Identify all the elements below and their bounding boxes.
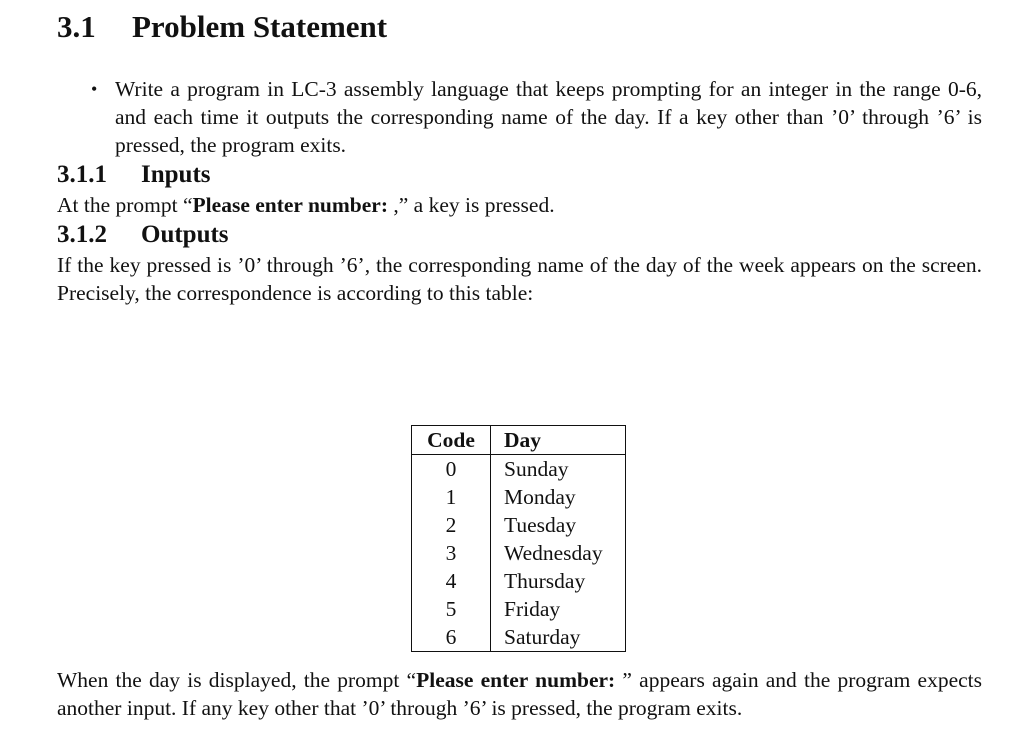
table-row bbox=[412, 483, 626, 511]
outputs-title: Outputs bbox=[141, 221, 229, 248]
table-row bbox=[412, 511, 626, 539]
code-cell: 0 bbox=[412, 455, 491, 484]
bullet-text: Write a program in LC-3 assembly language that keeps prompting for an integer in the range 0-6, and each time it outputs the corresponding name of the day. If a key other than ’0’ through ’6’ is pressed, the program exits. bbox=[115, 77, 982, 157]
table-row bbox=[412, 455, 626, 484]
inputs-text-before: At the prompt “ bbox=[57, 193, 193, 217]
outputs-heading bbox=[57, 219, 982, 251]
closing-paragraph bbox=[57, 666, 982, 722]
code-cell: 6 bbox=[412, 623, 491, 652]
table-header-row bbox=[412, 426, 626, 455]
day-table-wrapper bbox=[411, 425, 626, 652]
code-cell: 5 bbox=[412, 595, 491, 623]
section-heading bbox=[57, 8, 982, 46]
section-number: 3.1 bbox=[57, 9, 96, 44]
inputs-number: 3.1.1 bbox=[57, 161, 107, 188]
inputs-prompt: Please enter number: bbox=[192, 193, 394, 217]
code-cell: 2 bbox=[412, 511, 491, 539]
day-cell: Saturday bbox=[504, 625, 581, 649]
day-cell: Friday bbox=[504, 597, 561, 621]
header-code: Code bbox=[412, 426, 491, 455]
code-cell: 1 bbox=[412, 483, 491, 511]
outputs-paragraph: If the key pressed is ’0’ through ’6’, the corresponding name of the day of the week appears on the screen. Precisely, the correspondence is according to this table: bbox=[57, 253, 982, 305]
inputs-title: Inputs bbox=[141, 161, 211, 188]
day-table bbox=[411, 425, 626, 652]
day-cell: Sunday bbox=[504, 457, 569, 481]
section-title: Problem Statement bbox=[132, 9, 388, 44]
table-row bbox=[412, 539, 626, 567]
table-row bbox=[412, 595, 626, 623]
bullet-list bbox=[57, 75, 982, 159]
day-cell: Wednesday bbox=[504, 541, 603, 565]
bullet-icon: • bbox=[91, 79, 98, 99]
document-page bbox=[57, 8, 982, 720]
day-cell: Monday bbox=[504, 485, 576, 509]
table-row bbox=[412, 623, 626, 652]
outputs-number: 3.1.2 bbox=[57, 221, 107, 248]
day-cell: Thursday bbox=[504, 569, 586, 593]
closing-prompt: Please enter number: bbox=[416, 668, 623, 692]
code-cell: 3 bbox=[412, 539, 491, 567]
code-cell: 4 bbox=[412, 567, 491, 595]
list-item bbox=[91, 75, 982, 159]
inputs-text-after: ,” a key is pressed. bbox=[393, 193, 555, 217]
closing-text-before: When the day is displayed, the prompt “ bbox=[57, 668, 417, 692]
table-row bbox=[412, 567, 626, 595]
inputs-paragraph bbox=[57, 191, 982, 219]
inputs-heading bbox=[57, 159, 982, 191]
day-cell: Tuesday bbox=[504, 513, 577, 537]
header-day: Day bbox=[491, 426, 626, 455]
closing-text-after: ” appears again and the program expects another input. If any key other that ’0’ through ’6’ is pressed, the program exits. bbox=[57, 668, 982, 720]
